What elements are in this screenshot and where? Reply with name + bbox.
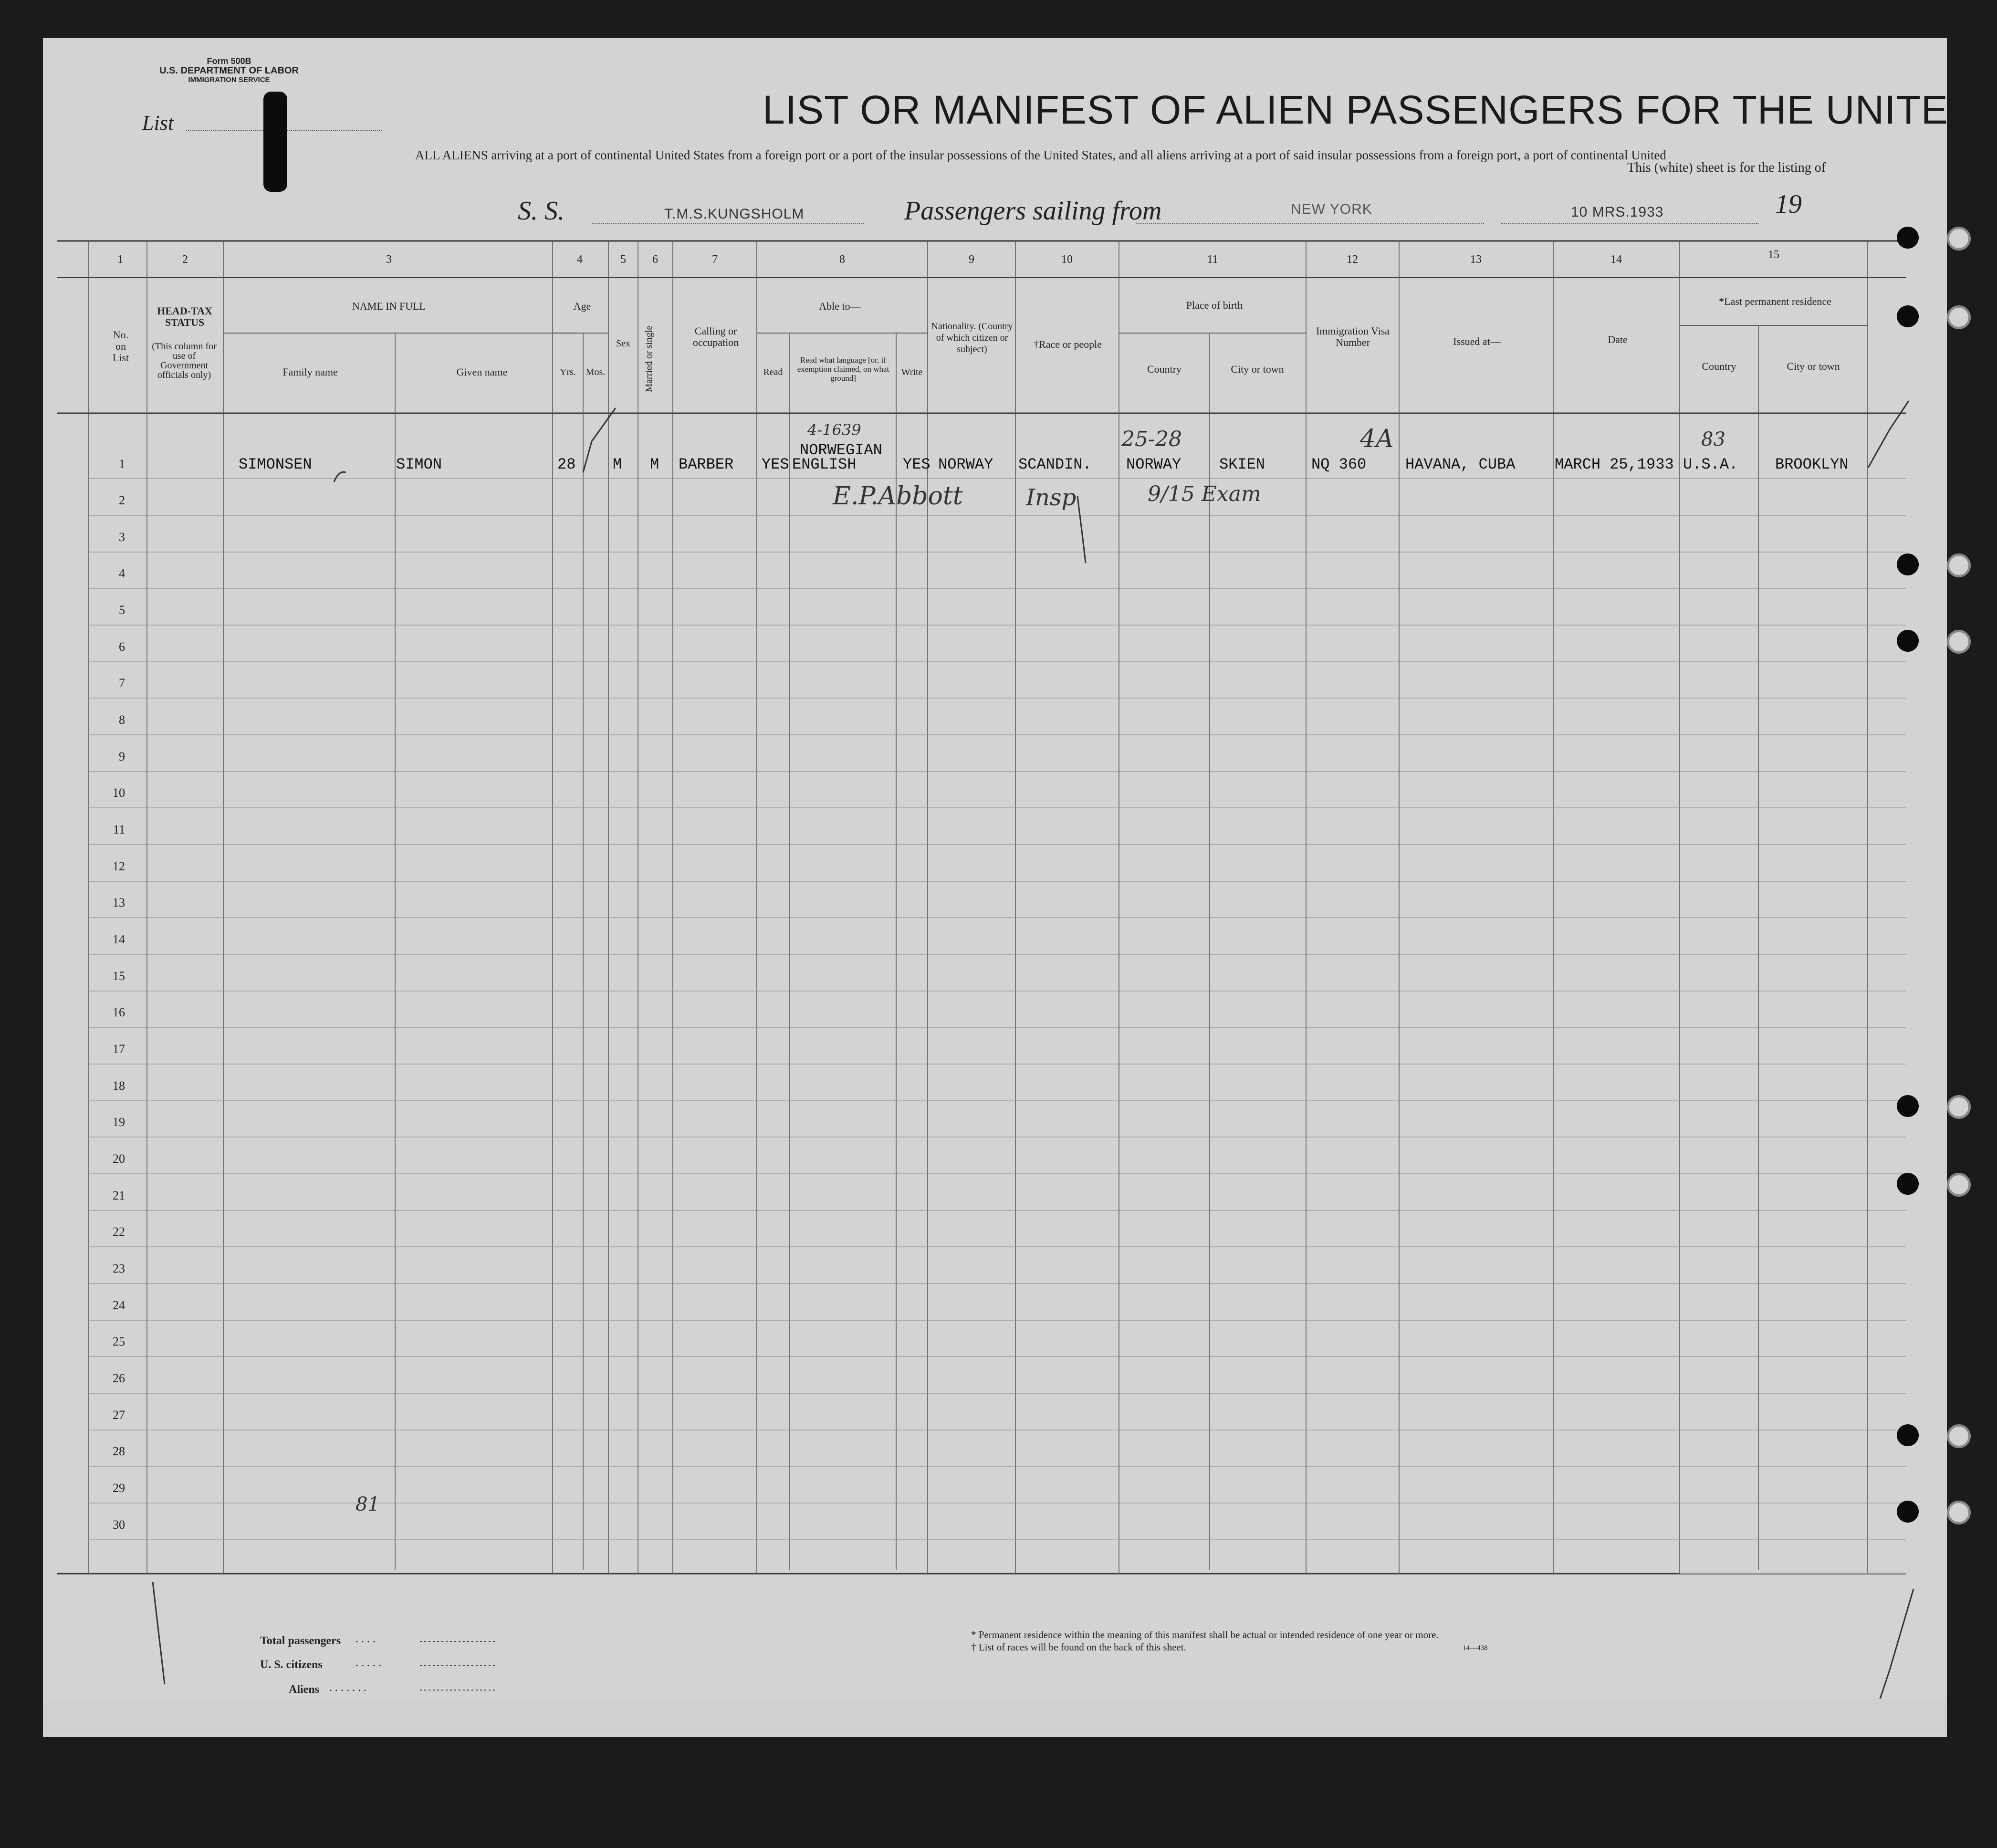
given-name-cell: SIMON: [396, 456, 442, 473]
res-country-cell: U.S.A.: [1683, 456, 1738, 473]
total-passengers-label: Total passengers: [260, 1635, 341, 1647]
row-number: 26: [113, 1371, 125, 1385]
row-number: 28: [113, 1444, 125, 1458]
handwritten-age-note: 25-28: [1121, 427, 1182, 451]
header-calling: Calling or occupation: [692, 325, 739, 348]
issued-at-cell: HAVANA, CUBA: [1405, 456, 1516, 473]
res-city-cell: BROOKLYN: [1775, 456, 1849, 473]
punch-hole: [1897, 1095, 1919, 1117]
year-prefix: 19: [1775, 189, 1802, 219]
row-number: 7: [119, 676, 125, 690]
form-number: Form 500B: [207, 56, 251, 66]
family-name-cell: SIMONSEN: [239, 456, 312, 473]
col-num: 15: [1768, 249, 1779, 261]
row-number: 1: [119, 457, 125, 471]
col-num: 2: [182, 253, 188, 266]
col-num: 3: [386, 253, 392, 266]
col-num: 7: [712, 253, 718, 266]
note-races: † List of races will be found on the back of this sheet.: [971, 1641, 1186, 1653]
row-number: 4: [119, 566, 125, 580]
punch-hole: [1897, 305, 1919, 327]
punch-hole-ring: [1947, 305, 1971, 329]
header-head-tax-note: (This column for use of Government officials only): [152, 341, 217, 380]
handwritten-lang-note: 4-1639: [807, 421, 861, 439]
header-read: Read: [763, 367, 783, 377]
row-number: 11: [113, 823, 125, 836]
row-number: 12: [113, 859, 125, 873]
header-name-in-full: NAME IN FULL: [352, 300, 426, 312]
inspector-signature: E.P.Abbott: [833, 482, 963, 511]
header-mos: Mos.: [586, 367, 606, 377]
issue-date-cell: MARCH 25,1933: [1555, 456, 1674, 473]
age-cell: 28: [557, 456, 576, 473]
nationality-cell: NORWAY: [938, 456, 993, 473]
row-number: 5: [119, 603, 125, 617]
row-number: 27: [113, 1408, 125, 1422]
header-yrs: Yrs.: [560, 367, 576, 377]
row-number: 19: [113, 1115, 125, 1129]
read-cell: YES: [762, 456, 789, 473]
col-num: 14: [1610, 253, 1622, 266]
header-age: Age: [573, 300, 591, 312]
col-num: 4: [577, 253, 583, 266]
header-able-to: Able to—: [819, 300, 861, 312]
header-head-tax: HEAD-TAX STATUS: [157, 305, 212, 328]
department-name: U.S. DEPARTMENT OF LABOR: [159, 65, 299, 76]
aliens-label: Aliens: [289, 1683, 320, 1696]
col-num: 12: [1347, 253, 1358, 266]
marital-cell: M: [650, 456, 659, 473]
col-num: 6: [652, 253, 658, 266]
sex-cell: M: [613, 456, 622, 473]
row-number: 8: [119, 713, 125, 727]
row-number: 10: [113, 786, 125, 800]
service-name: IMMIGRATION SERVICE: [188, 76, 270, 84]
occupation-cell: BARBER: [679, 456, 734, 473]
handwritten-margin-note: 81: [355, 1493, 380, 1515]
row-number: 3: [119, 530, 125, 544]
punch-hole-ring: [1947, 1095, 1971, 1119]
punch-hole: [1897, 553, 1919, 575]
header-no-on-list: No. on List: [112, 329, 129, 364]
header-birth-country: Country: [1147, 363, 1182, 375]
subtitle-line-1: ALL ALIENS arriving at a port of continental United States from a foreign port or a port of the insular possessions of the United States, and all aliens arriving at a port of said insular possessions from a foreign port, a port of continental United: [415, 148, 1666, 162]
row-number: 13: [113, 896, 125, 909]
race-cell: SCANDIN.: [1018, 456, 1092, 473]
header-visa-number: Immigration Visa Number: [1316, 325, 1390, 348]
header-res-country: Country: [1702, 360, 1736, 372]
row-number: 14: [113, 932, 125, 946]
row-number: 20: [113, 1152, 125, 1166]
row-number: 2: [119, 493, 125, 507]
row-number: 22: [113, 1225, 125, 1239]
header-res-city: City or town: [1787, 360, 1840, 372]
language-cell-1: NORWEGIAN: [800, 441, 882, 459]
header-last-residence: *Last permanent residence: [1719, 295, 1831, 307]
language-cell-2: ENGLISH: [792, 456, 857, 473]
header-married-single: Married or single: [644, 325, 654, 392]
port-name: NEW YORK: [1291, 201, 1372, 217]
header-write: Write: [901, 367, 923, 377]
row-number: 17: [113, 1042, 125, 1056]
header-read-language: Read what language [or, if exemption claimed, on what ground]: [797, 355, 889, 383]
punch-hole: [1897, 1424, 1919, 1446]
row-number: 21: [113, 1189, 125, 1202]
header-family-name: Family name: [282, 366, 338, 378]
sailing-date: 10 MRS.1933: [1571, 204, 1664, 220]
row-number: 29: [113, 1481, 125, 1495]
visa-number-cell: NQ 360: [1311, 456, 1367, 473]
print-code: 14—438: [1463, 1644, 1488, 1652]
leader-dots: . . . . .: [355, 1657, 381, 1669]
col-num: 9: [969, 253, 974, 266]
handwritten-inspector: Insp: [1026, 484, 1077, 511]
birth-city-cell: SKIEN: [1219, 456, 1265, 473]
manifest-title: LIST OR MANIFEST OF ALIEN PASSENGERS FOR THE UNITED: [763, 87, 1978, 132]
col-num: 10: [1061, 253, 1073, 266]
col-num: 11: [1207, 253, 1218, 266]
punch-hole-ring: [1947, 1424, 1971, 1448]
header-given-name: Given name: [456, 366, 508, 378]
punch-hole: [1897, 227, 1919, 249]
header-issued-at: Issued at—: [1453, 335, 1501, 347]
punch-hole: [1897, 1501, 1919, 1523]
row-number: 16: [113, 1005, 125, 1019]
col-num: 1: [117, 253, 123, 266]
col-num: 8: [839, 253, 845, 266]
punch-hole-ring: [1947, 553, 1971, 577]
handwritten-visa-note: 4A: [1360, 425, 1394, 453]
row-number: 15: [113, 969, 125, 983]
header-date: Date: [1608, 334, 1628, 345]
header-sex: Sex: [616, 338, 630, 349]
list-label: List: [142, 111, 174, 135]
ship-name: T.M.S.KUNGSHOLM: [664, 206, 805, 222]
row-number: 24: [113, 1298, 125, 1312]
handwritten-exam-note: 9/15 Exam: [1148, 482, 1261, 506]
header-birth-city: City or town: [1231, 363, 1284, 375]
subtitle-line-2: This (white) sheet is for the listing of: [1627, 160, 1826, 175]
header-place-of-birth: Place of birth: [1186, 299, 1243, 311]
punch-hole: [1897, 1173, 1919, 1195]
row-number: 18: [113, 1079, 125, 1093]
punch-hole-ring: [1947, 227, 1971, 251]
note-residence: * Permanent residence within the meaning of this manifest shall be actual or intended residence of one year or more.: [971, 1629, 1439, 1640]
ss-label: S. S.: [518, 196, 565, 226]
handwritten-res-note: 83: [1701, 428, 1725, 450]
header-nationality: Nationality. (Country of which citizen or subject): [931, 321, 1013, 355]
leader-dots: . . . .: [355, 1633, 376, 1645]
col-num: 5: [620, 253, 626, 266]
birth-country-cell: NORWAY: [1126, 456, 1181, 473]
row-number: 23: [113, 1262, 125, 1275]
row-number: 9: [119, 750, 125, 763]
punch-hole-ring: [1947, 1501, 1971, 1524]
row-number: 6: [119, 640, 125, 654]
punch-hole-ring: [1947, 1173, 1971, 1197]
col-num: 13: [1470, 253, 1482, 266]
row-number: 25: [113, 1335, 125, 1348]
us-citizens-label: U. S. citizens: [260, 1659, 323, 1671]
header-race: †Race or people: [1034, 338, 1102, 350]
leader-dots: . . . . . . .: [329, 1681, 366, 1694]
punch-hole: [1897, 630, 1919, 652]
write-cell: YES: [903, 456, 931, 473]
sailing-label: Passengers sailing from: [904, 196, 1162, 226]
punch-hole-ring: [1947, 630, 1971, 654]
row-number: 30: [113, 1518, 125, 1532]
